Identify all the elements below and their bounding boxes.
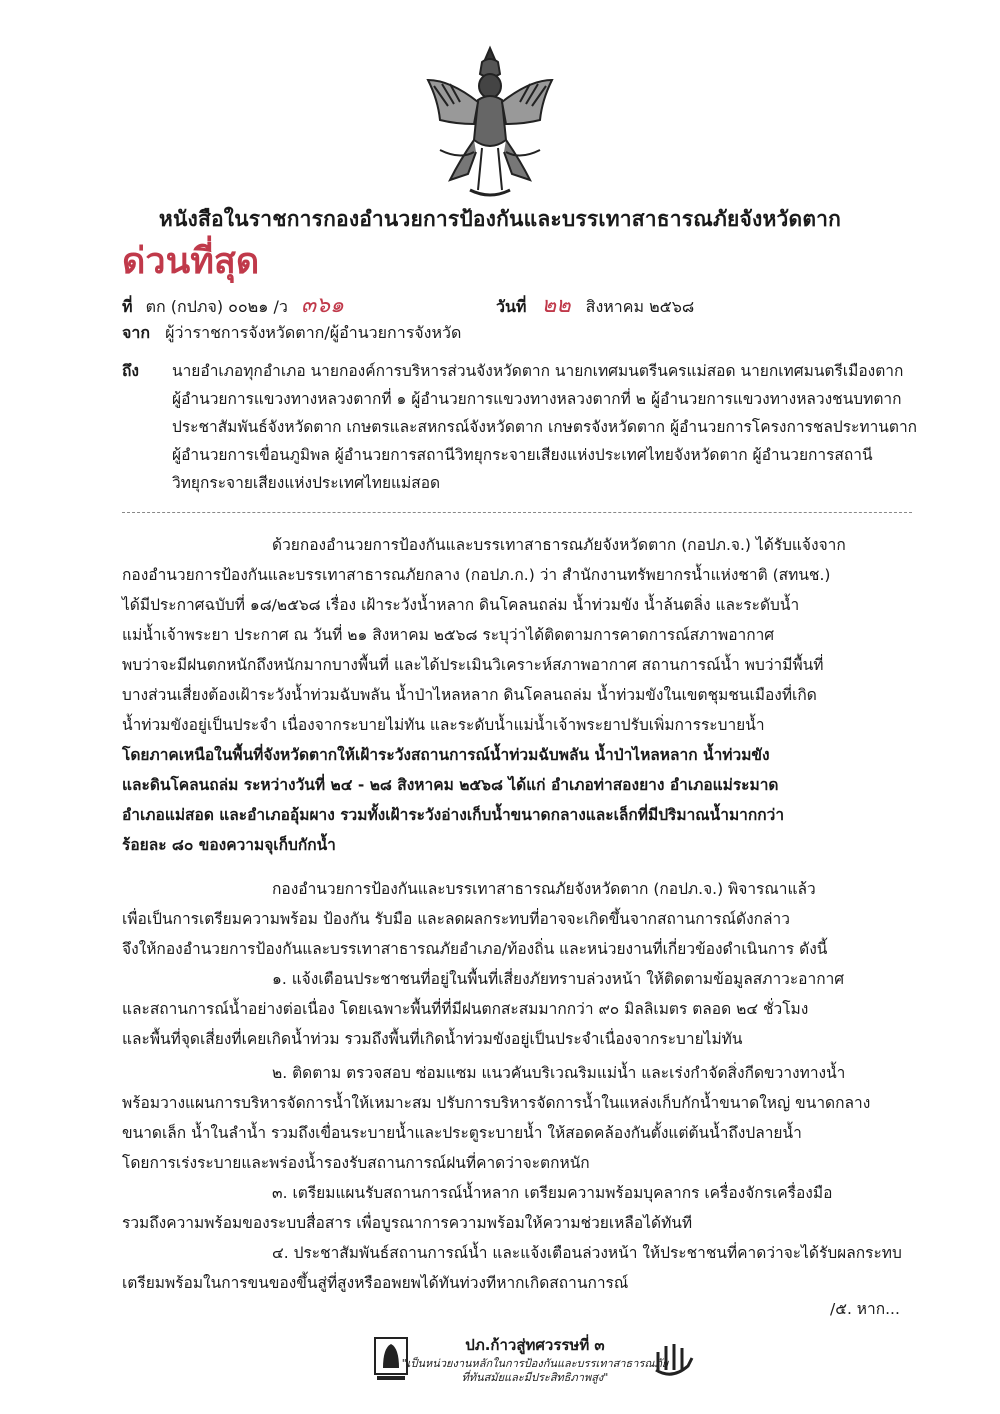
recipient-line: ผู้อำนวยการเขื่อนภูมิพล ผู้อำนวยการสถานีวิทยุกระจายเสียงแห่งประเทศไทยจังหวัดตาก ผู้อำนวยการสถานี (172, 446, 873, 464)
item-4-line: ๔. ประชาสัมพันธ์สถานการณ์น้ำ และแจ้งเตือนล่วงหน้า ให้ประชาชนที่คาดว่าจะได้รับผลกระทบ (272, 1244, 902, 1262)
footer-line-2: "เป็นหน่วยงานหลักในการป้องกันและบรรเทาสาธารณภัย (401, 1357, 669, 1370)
ref-label: ที่ (122, 297, 133, 316)
text-line: ร้อยละ ๘๐ ของความจุเก็บกักน้ำ (122, 836, 336, 854)
footer-line-1: ปภ.ก้าวสู่ทศวรรษที่ ๓ (465, 1336, 605, 1354)
action-items (122, 964, 912, 1298)
from-line (122, 321, 461, 346)
text-line: พบว่าจะมีฝนตกหนักถึงหนักมากบางพื้นที่ และได้ประเมินวิเคราะห์สภาพอากาศ สถานการณ์น้ำ พบว่ามีพื้นที่ (122, 656, 824, 674)
text-line: อำเภอแม่สอด และอำเภออุ้มผาง รวมทั้งเฝ้าระวังอ่างเก็บน้ำขนาดกลางและเล็กที่มีปริมาณน้ำมากกว่า (122, 806, 785, 824)
recipient-line: วิทยุกระจายเสียงแห่งประเทศไทยแม่สอด (172, 474, 441, 492)
text-line: เพื่อเป็นการเตรียมความพร้อม ป้องกัน รับมือ และลดผลกระทบที่อาจจะเกิดขึ้นจากสถานการณ์ดังกล่าว (122, 910, 790, 928)
item-1-line: ๑. แจ้งเตือนประชาชนที่อยู่ในพื้นที่เสี่ยงภัยทราบล่วงหน้า ให้ติดตามข้อมูลสภาวะอากาศ (272, 970, 845, 988)
garuda-emblem-icon (420, 40, 560, 205)
text-line: บางส่วนเสี่ยงต้องเฝ้าระวังน้ำท่วมฉับพลัน น้ำป่าไหลหลาก ดินโคลนถล่ม น้ำท่วมขังในเขตชุมชนเมืองที่เกิด (122, 686, 817, 704)
recipient-line: ผู้อำนวยการแขวงทางหลวงตากที่ ๑ ผู้อำนวยการแขวงทางหลวงตากที่ ๒ ผู้อำนวยการแขวงทางหลวงชนบทตาก (172, 390, 902, 408)
text-line: จึงให้กองอำนวยการป้องกันและบรรเทาสาธารณภัยอำเภอ/ท้องถิ่น และหน่วยงานที่เกี่ยวข้องดำเนินการ ดังนี้ (122, 940, 828, 958)
paragraph-2 (122, 874, 912, 964)
text-line: น้ำท่วมขังอยู่เป็นประจำ เนื่องจากระบายไม่ทัน และระดับน้ำแม่น้ำเจ้าพระยาปรับเพิ่มการระบายน้ำ (122, 716, 765, 734)
item-2-line: พร้อมวางแผนการบริหารจัดการน้ำให้เหมาะสม ปรับการบริหารจัดการน้ำในแหล่งเก็บกักน้ำขนาดใหญ่ ขนาดกลาง (122, 1094, 871, 1112)
text-line: ได้มีประกาศฉบับที่ ๑๘/๒๕๖๘ เรื่อง เฝ้าระวังน้ำหลาก ดินโคลนถล่ม น้ำท่วมขัง น้ำล้นตลิ่ง และระดับน้ำ (122, 596, 800, 614)
item-1-line: และพื้นที่จุดเสี่ยงที่เคยเกิดน้ำท่วม รวมถึงพื้นที่เกิดน้ำท่วมขังอยู่เป็นประจำเนื่องจากระบายไม่ทัน (122, 1030, 743, 1048)
text-line: และดินโคลนถล่ม ระหว่างวันที่ ๒๔ - ๒๘ สิงหาคม ๒๕๖๘ ได้แก่ อำเภอท่าสองยาง อำเภอแม่ระมาด (122, 776, 779, 794)
ddpm-hand-logo-icon (650, 1336, 696, 1382)
text-line: กองอำนวยการป้องกันและบรรเทาสาธารณภัยจังหวัดตาก (กอปภ.จ.) พิจารณาแล้ว (272, 880, 816, 898)
item-3-line: ๓. เตรียมแผนรับสถานการณ์น้ำหลาก เตรียมความพร้อมบุคลากร เครื่องจักรเครื่องมือ (272, 1184, 833, 1202)
ref-value: ตก (กปภจ) ๐๐๒๑ /ว (145, 297, 288, 316)
text-line: แม่น้ำเจ้าพระยา ประกาศ ณ วันที่ ๒๑ สิงหาคม ๒๕๖๘ ระบุว่าได้ติดตามการคาดการณ์สภาพอากาศ (122, 626, 775, 644)
item-2-line: โดยการเร่งระบายและพร่องน้ำรองรับสถานการณ์ฝนที่คาดว่าจะตกหนัก (122, 1154, 590, 1172)
paragraph-1 (122, 530, 912, 860)
ref-handwritten-number: ๓๖๑ (300, 293, 344, 318)
continuation-marker: /๕. หาก... (830, 1300, 900, 1318)
text-line: กองอำนวยการป้องกันและบรรเทาสาธารณภัยกลาง (กอปภ.ก.) ว่า สำนักงานทรัพยากรน้ำแห่งชาติ (สทนช.) (122, 566, 831, 584)
item-3-line: รวมถึงความพร้อมของระบบสื่อสาร เพื่อบูรณาการความพร้อมให้ความช่วยเหลือได้ทันที (122, 1214, 693, 1232)
date-label: วันที่ (496, 297, 527, 316)
separator-line (122, 512, 912, 513)
from-value: ผู้ว่าราชการจังหวัดตาก/ผู้อำนวยการจังหวัด (165, 323, 462, 342)
footer-line-3: ที่ทันสมัยและมีประสิทธิภาพสูง" (461, 1371, 609, 1384)
urgency-stamp: ด่วนที่สุด (122, 240, 260, 282)
item-1-line: และสถานการณ์น้ำอย่างต่อเนื่อง โดยเฉพาะพื้นที่ที่มีฝนตกสะสมมากกว่า ๙๐ มิลลิเมตร ตลอด ๒๔ ชั่วโมง (122, 1000, 809, 1018)
reference-number (122, 287, 344, 322)
recipient-line: นายอำเภอทุกอำเภอ นายกองค์การบริหารส่วนจังหวัดตาก นายกเทศมนตรีนครแม่สอด นายกเทศมนตรีเมืองตาก (172, 362, 904, 380)
item-2-line: ๒. ติดตาม ตรวจสอบ ซ่อมแซม แนวคันบริเวณริมแม่น้ำ และเร่งกำจัดสิ่งกีดขวางทางน้ำ (272, 1064, 846, 1082)
date-month-year: สิงหาคม ๒๕๖๘ (585, 297, 695, 316)
text-line: ด้วยกองอำนวยการป้องกันและบรรเทาสาธารณภัยจังหวัดตาก (กอปภ.จ.) ได้รับแจ้งจาก (272, 536, 846, 554)
document-date (496, 287, 694, 322)
item-2-line: ขนาดเล็ก น้ำในลำน้ำ รวมถึงเขื่อนระบายน้ำและประตูระบายน้ำ ให้สอดคล้องกันตั้งแต่ต้นน้ำถึงปลายน้ำ (122, 1124, 802, 1142)
item-4-line: เตรียมพร้อมในการขนของขึ้นสู่ที่สูงหรืออพยพได้ทันท่วงทีหากเกิดสถานการณ์ (122, 1274, 629, 1292)
document-title: หนังสือในราชการกองอำนวยการป้องกันและบรรเทาสาธารณภัยจังหวัดตาก (158, 207, 842, 231)
to-label: ถึง (122, 362, 139, 380)
from-label: จาก (122, 323, 151, 342)
recipient-line: ประชาสัมพันธ์จังหวัดตาก เกษตรและสหกรณ์จังหวัดตาก เกษตรจังหวัดตาก ผู้อำนวยการโครงการชลประทานตาก (172, 418, 918, 436)
date-day: ๒๒ (541, 293, 571, 318)
text-line: โดยภาคเหนือในพื้นที่จังหวัดตากให้เฝ้าระวังสถานการณ์น้ำท่วมฉับพลัน น้ำป่าไหลหลาก น้ำท่วมขัง (122, 746, 770, 764)
